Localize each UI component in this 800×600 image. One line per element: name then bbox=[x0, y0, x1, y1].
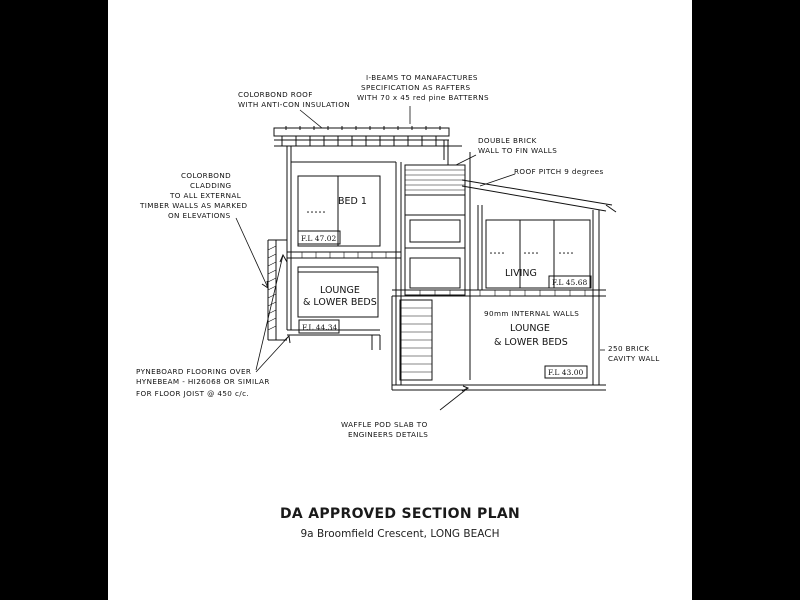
note-floor-3: FOR FLOOR JOIST @ 450 c/c. bbox=[136, 389, 250, 398]
room-lower-beds-left: & LOWER BEDS bbox=[303, 297, 377, 308]
note-pitch: ROOF PITCH 9 degrees bbox=[514, 167, 604, 176]
left-block-walls bbox=[268, 146, 401, 385]
note-cavity-2: CAVITY WALL bbox=[608, 354, 660, 363]
note-clad-4: TIMBER WALLS AS MARKED bbox=[140, 201, 248, 210]
joist-arrows bbox=[262, 255, 468, 391]
room-lounge-left: LOUNGE bbox=[320, 285, 360, 296]
room-lounge-right: LOUNGE bbox=[510, 323, 550, 334]
note-cavity-1: 250 BRICK bbox=[608, 344, 650, 353]
room-lower-beds-right: & LOWER BEDS bbox=[494, 337, 568, 348]
plan-title: DA APPROVED SECTION PLAN bbox=[280, 506, 520, 522]
note-ibeam-2: SPECIFICATION AS RAFTERS bbox=[361, 83, 471, 92]
note-clad-1: COLORBOND bbox=[181, 171, 232, 180]
room-bed-1: BED 1 bbox=[338, 196, 367, 207]
room-living: LIVING bbox=[505, 268, 537, 279]
note-clad-3: TO ALL EXTERNAL bbox=[170, 191, 242, 200]
left-roof bbox=[274, 126, 462, 160]
stair-core bbox=[400, 152, 470, 380]
note-floor-2: HYNEBEAM - HI26068 OR SIMILAR bbox=[136, 377, 270, 386]
plan-address: 9a Broomfield Crescent, LONG BEACH bbox=[300, 528, 500, 540]
level-bed-1: F.L 47.02 bbox=[301, 234, 337, 243]
note-ibeam-3: WITH 70 x 45 red pine BATTERNS bbox=[357, 93, 490, 102]
note-ibeam-1: I-BEAMS TO MANAFACTURES bbox=[366, 73, 478, 82]
note-slab-1: WAFFLE POD SLAB TO bbox=[341, 420, 428, 429]
note-brick-2: WALL TO FIN WALLS bbox=[478, 146, 558, 155]
level-lounge-right: F.L 43.00 bbox=[548, 368, 584, 377]
note-roof-1: COLORBOND ROOF bbox=[238, 90, 313, 99]
cladding-hatch bbox=[268, 246, 276, 330]
level-lounge-left: F.L 44.34 bbox=[302, 323, 338, 332]
note-brick-1: DOUBLE BRICK bbox=[478, 136, 537, 145]
note-floor-1: PYNEBOARD FLOORING OVER bbox=[136, 367, 252, 376]
note-roof-2: WITH ANTI-CON INSULATION bbox=[238, 100, 351, 109]
note-clad-5: ON ELEVATIONS bbox=[168, 211, 231, 220]
note-internal-walls: 90mm INTERNAL WALLS bbox=[484, 309, 580, 318]
level-living: F.L 45.68 bbox=[552, 278, 588, 287]
note-slab-2: ENGINEERS DETAILS bbox=[348, 430, 429, 439]
window-dots bbox=[307, 211, 573, 254]
note-clad-2: CLADDING bbox=[190, 181, 232, 190]
